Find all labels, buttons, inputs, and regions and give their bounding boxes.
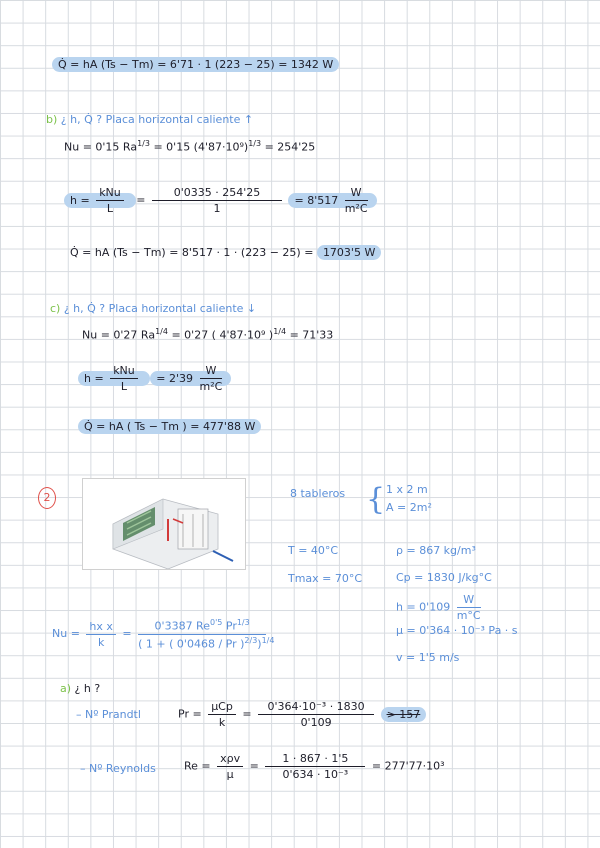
nu-correlation: Nu = $\frac{\text{hx x}}{k}$ = $\frac{0'3387 Re^{0'5} Pr^{1/3}}{( 1 + ( 0'0468 / Pr )^{2/3})^{1/4}}$ [52,618,275,651]
equation-q-a: Q̇ = hA (Ts − Tm) = 6'71 · 1 (223 − 25) = 1342 W [52,58,339,71]
equation-q-c: Q̇ = hA ( Ts − Tm ) = 477'88 W [78,420,261,433]
given-cp: Cp = 1830 J/kg°C [396,571,492,584]
equation-nu-b: Nu = 0'15 $Ra^{1/3} = 0'15$ $(4'87\cdot 10^9)^{1/3} = 254'25$ [64,139,316,154]
equipment-illustration [82,478,246,570]
given-dimensions: 1 x 2 m [386,483,428,496]
equation-h-b: h = $\frac{\text{kNu}}{L}$ = $\frac{0'0335 \cdot 254'25}{1}$ = 8'517 $\frac{W}{\text{m²C}}$ [64,186,377,215]
section-c-heading: c) ¿ h, Q̇ ? Placa horizontal caliente ↓ [50,302,257,315]
problem-number-badge: 2 [38,487,56,509]
given-tableros: 8 tableros [290,487,346,500]
h-b-result: = 8'517 $\frac{W}{\text{m²C}}$ [288,193,376,208]
brace-symbol: { [366,482,386,517]
equation-q-b: Q̇ = hA (Ts − Tm) = 8'517 · 1 · (223 − 25) = 1703'5 W [70,246,381,259]
equation-h-c: h = $\frac{\text{kNu}}{L}$ = 2'39 $\frac{W}{\text{m²C}}$ [78,364,231,393]
reynolds-label: – Nº Reynolds [80,762,156,775]
equation-nu-c: Nu = 0'27 $Ra^{1/4} = 0'27$ ( 4'87·10⁹ )$^{1/4}$ = 71'33 [82,327,334,342]
prandtl-equation: Pr = $\frac{\text{μCp}}{k}$ = $\frac{\text{0'364·10⁻³ · 1830}}{0'109}$ > 157 [178,700,426,729]
reynolds-equation: Re = $\frac{\text{xρv}}{\mu}$ = $\frac{1 \cdot 867 \cdot 1'5}{\text{0'634 · 10⁻³}}$ = 277'77·10³ [184,752,445,781]
cabinet-3d-drawing [83,479,245,569]
section-b-heading: b) ¿ h, Q̇ ? Placa horizontal caliente ↑ [46,113,254,126]
given-viscosity: μ = 0'364 · 10⁻³ Pa · s [396,624,518,637]
given-temperature: T = 40°C [288,544,339,557]
given-k: h = 0'109 $\frac{W}{m^\circ C}$ [396,593,481,622]
section-a-heading: a) ¿ h ? [60,682,101,695]
given-density: ρ = 867 kg/m³ [396,544,476,557]
h-b-label: h = $\frac{\text{kNu}}{L}$ [64,193,136,208]
given-tmax: Tmax = 70°C [288,572,363,585]
given-velocity: v = 1'5 m/s [396,651,460,664]
prandtl-label: – Nº Prandtl [76,708,141,721]
given-area: A = 2m² [386,501,432,514]
